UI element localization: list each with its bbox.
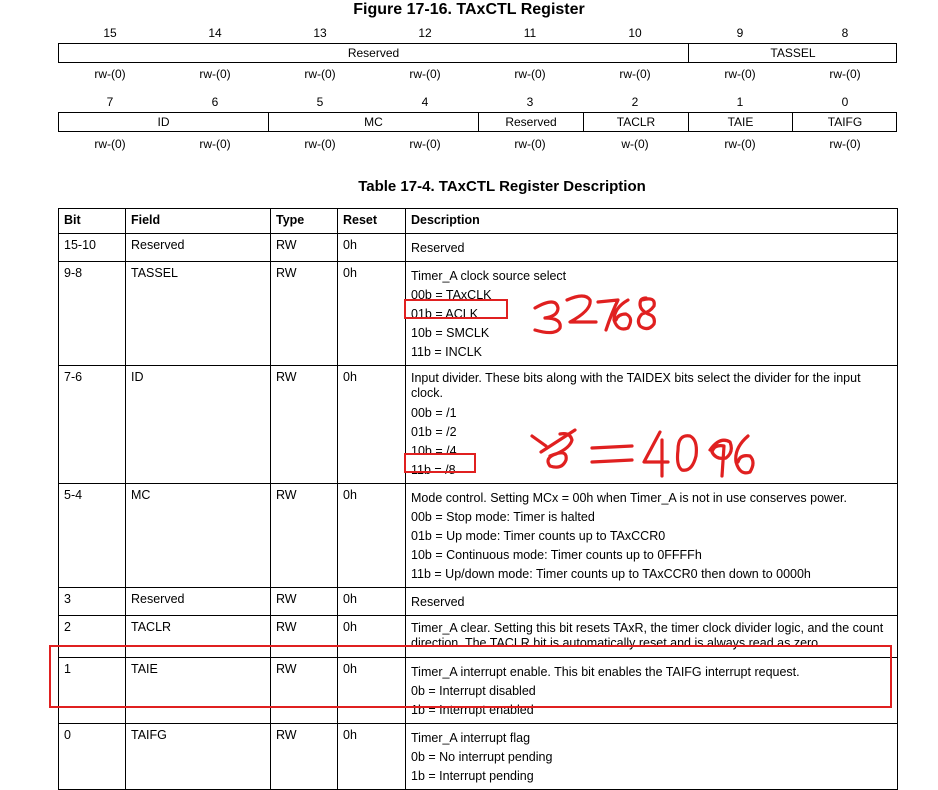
highlight-aclk-box: [404, 299, 508, 319]
field-taclr: TACLR: [584, 113, 689, 131]
desc-line: 0b = No interrupt pending: [411, 750, 553, 764]
desc-line: Timer_A clear. Setting this bit resets TAxR, the timer clock divider logic, and the count direction. The TACLR bit is automatically reset and is always read as zero.: [411, 621, 884, 650]
cell-bit: 0: [59, 724, 126, 790]
table-title: Table 17-4. TAxCTL Register Description: [358, 178, 646, 195]
cell-field: Reserved: [126, 234, 271, 262]
header-bit: Bit: [59, 209, 126, 234]
header-reset: Reset: [338, 209, 406, 234]
field-reserved: Reserved: [479, 113, 584, 131]
cell-description: [406, 588, 898, 616]
access-type: rw-(0): [829, 67, 861, 81]
cell-field: TAIE: [126, 658, 271, 724]
cell-description: [406, 724, 898, 790]
desc-line: Input divider. These bits along with the TAIDEX bits select the divider for the input clock.: [411, 371, 861, 400]
desc-line: 1b = Interrupt enabled: [411, 703, 534, 717]
cell-type: RW: [271, 588, 338, 616]
field-tassel: TASSEL: [770, 46, 816, 60]
bit-number: 14: [208, 26, 222, 40]
cell-description: [406, 234, 898, 262]
cell-reset: 0h: [338, 616, 406, 658]
cell-bit: 2: [59, 616, 126, 658]
field-taifg: TAIFG: [827, 115, 863, 129]
access-type: rw-(0): [304, 67, 336, 81]
cell-description: [406, 366, 898, 484]
cell-bit: 3: [59, 588, 126, 616]
bit-number: 13: [313, 26, 327, 40]
bit-number: 0: [841, 95, 849, 109]
header-field: Field: [126, 209, 271, 234]
desc-line: Mode control. Setting MCx = 00h when Timer_A is not in use conserves power.: [411, 491, 847, 505]
cell-type: RW: [271, 616, 338, 658]
cell-reset: 0h: [338, 234, 406, 262]
access-type: rw-(0): [724, 67, 756, 81]
cell-bit: 5-4: [59, 484, 126, 588]
bit-number: 15: [103, 26, 117, 40]
desc-line: 10b = Continuous mode: Timer counts up to 0FFFFh: [411, 548, 702, 562]
cell-bit: 1: [59, 658, 126, 724]
access-type: rw-(0): [304, 137, 336, 151]
desc-line: 10b = SMCLK: [411, 326, 490, 340]
table-row: [59, 588, 898, 616]
field-taie: TAIE: [689, 113, 793, 131]
cell-reset: 0h: [338, 366, 406, 484]
bit-number: 9: [736, 26, 744, 40]
bit-number: 11: [523, 26, 537, 40]
access-type: w-(0): [621, 137, 649, 151]
field-reserved: Reserved: [59, 44, 689, 62]
cell-reset: 0h: [338, 588, 406, 616]
desc-line: 01b = /2: [411, 425, 457, 439]
cell-reset: 0h: [338, 658, 406, 724]
cell-type: RW: [271, 234, 338, 262]
access-type: rw-(0): [514, 137, 546, 151]
access-type: rw-(0): [829, 137, 861, 151]
desc-line: 0b = Interrupt disabled: [411, 684, 536, 698]
desc-line: Timer_A interrupt flag: [411, 731, 531, 745]
access-type: rw-(0): [94, 137, 126, 151]
table-header-row: [59, 209, 898, 234]
bit-number: 3: [526, 95, 534, 109]
bit-number: 2: [631, 95, 639, 109]
cell-field: Reserved: [126, 588, 271, 616]
access-type: rw-(0): [199, 67, 231, 81]
cell-field: TASSEL: [126, 262, 271, 366]
desc-line: 1b = Interrupt pending: [411, 769, 534, 783]
access-type: rw-(0): [94, 67, 126, 81]
desc-line: Reserved: [411, 241, 465, 255]
cell-reset: 0h: [338, 262, 406, 366]
bit-number: 4: [421, 95, 429, 109]
cell-reset: 0h: [338, 724, 406, 790]
register-field-row: [58, 43, 897, 63]
desc-line: 00b = TAxCLK: [411, 288, 492, 302]
access-type: rw-(0): [409, 137, 441, 151]
desc-line: 11b = /8: [411, 463, 456, 477]
table-row: [59, 484, 898, 588]
highlight-taie-row-box: [49, 645, 892, 708]
figure-title: Figure 17-16. TAxCTL Register: [353, 1, 585, 18]
access-type: rw-(0): [199, 137, 231, 151]
desc-line: 01b = Up mode: Timer counts up to TAxCCR0: [411, 529, 666, 543]
cell-type: RW: [271, 366, 338, 484]
field-id: ID: [59, 113, 269, 131]
header-description: Description: [406, 209, 898, 234]
bit-number: 6: [211, 95, 219, 109]
cell-bit: 7-6: [59, 366, 126, 484]
access-type: rw-(0): [409, 67, 441, 81]
desc-line: 10b = /4: [411, 444, 457, 458]
desc-line: 11b = Up/down mode: Timer counts up to TAxCCR0 then down to 0000h: [411, 567, 811, 581]
table-row: [59, 366, 898, 484]
access-type: rw-(0): [619, 67, 651, 81]
bit-number: 8: [841, 26, 849, 40]
table-row: [59, 724, 898, 790]
bit-number: 10: [628, 26, 642, 40]
access-type: rw-(0): [724, 137, 756, 151]
cell-bit: 15-10: [59, 234, 126, 262]
cell-type: RW: [271, 262, 338, 366]
desc-line: 00b = Stop mode: Timer is halted: [411, 510, 595, 524]
desc-line: 11b = INCLK: [411, 345, 482, 359]
cell-field: TAIFG: [126, 724, 271, 790]
header-type: Type: [271, 209, 338, 234]
register-field-row: [58, 112, 897, 132]
bit-number: 12: [418, 26, 432, 40]
cell-field: MC: [126, 484, 271, 588]
cell-reset: 0h: [338, 484, 406, 588]
access-type: rw-(0): [514, 67, 546, 81]
desc-line: Timer_A interrupt enable. This bit enables the TAIFG interrupt request.: [411, 665, 800, 679]
bit-number: 1: [736, 95, 744, 109]
highlight-divider-box: [404, 453, 476, 473]
bit-number: 7: [106, 95, 114, 109]
cell-description: [406, 484, 898, 588]
cell-type: RW: [271, 724, 338, 790]
desc-line: 00b = /1: [411, 406, 457, 420]
cell-type: RW: [271, 484, 338, 588]
bit-number: 5: [316, 95, 324, 109]
cell-type: RW: [271, 658, 338, 724]
cell-field: ID: [126, 366, 271, 484]
field-mc: MC: [269, 113, 479, 131]
desc-line: Reserved: [411, 595, 465, 609]
table-row: [59, 234, 898, 262]
desc-line: Timer_A clock source select: [411, 269, 567, 283]
cell-bit: 9-8: [59, 262, 126, 366]
cell-field: TACLR: [126, 616, 271, 658]
desc-line: 01b = ACLK: [411, 307, 479, 321]
